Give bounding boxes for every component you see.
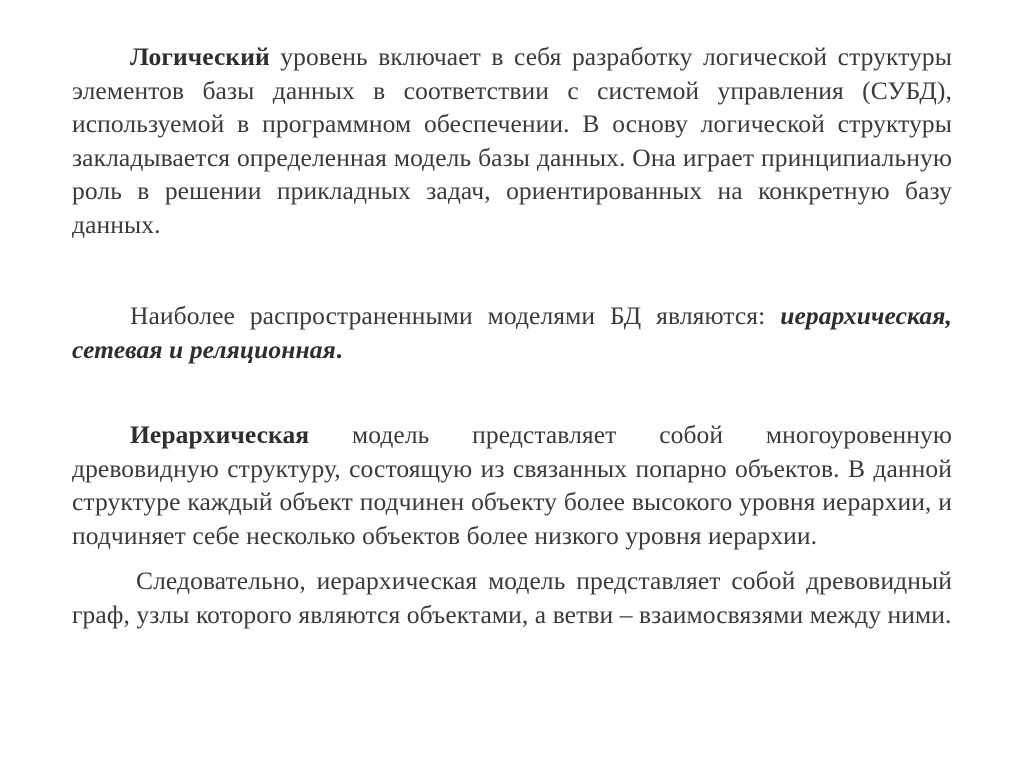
term-hierarchical: Иерархическая <box>130 420 310 449</box>
spacer <box>72 552 952 564</box>
document-page <box>72 40 952 631</box>
paragraph-conclusion <box>72 564 952 631</box>
spacer <box>72 241 952 299</box>
paragraph-logical-level-text: уровень включает в себя разработку логической структуры элементов базы данных в соответствии с системой управления (СУБД), используемой в программном обеспечении. В основу логической структуры закладывается определенная модель базы данных. Она играет принципиальную роль в решении прикладных задач, ориентированных на конкретную базу данных. <box>72 42 952 239</box>
models-list-emphasis: иерархическая, сетевая и реляционная <box>72 301 952 364</box>
paragraph-db-models-text: Наиболее распространенными моделями БД являются: <box>130 301 781 330</box>
paragraph-db-models <box>72 299 952 366</box>
paragraph-conclusion-text: Следовательно, иерархическая модель представляет собой древовидный граф, узлы которого являются объектами, а ветви – взаимосвязями между ними. <box>72 566 952 629</box>
spacer <box>72 366 952 418</box>
term-logical: Логический <box>130 42 270 71</box>
paragraph-hierarchical-model-text: модель представляет собой многоуровенную древовидную структуру, состоящую из связанных попарно объектов. В данной структуре каждый объект подчинен объекту более высокого уровня иерархии, и подчиняет себе несколько объектов более низкого уровня иерархии. <box>72 420 952 550</box>
models-list-end: . <box>335 334 343 364</box>
paragraph-hierarchical-model <box>72 418 952 552</box>
paragraph-logical-level <box>72 40 952 241</box>
